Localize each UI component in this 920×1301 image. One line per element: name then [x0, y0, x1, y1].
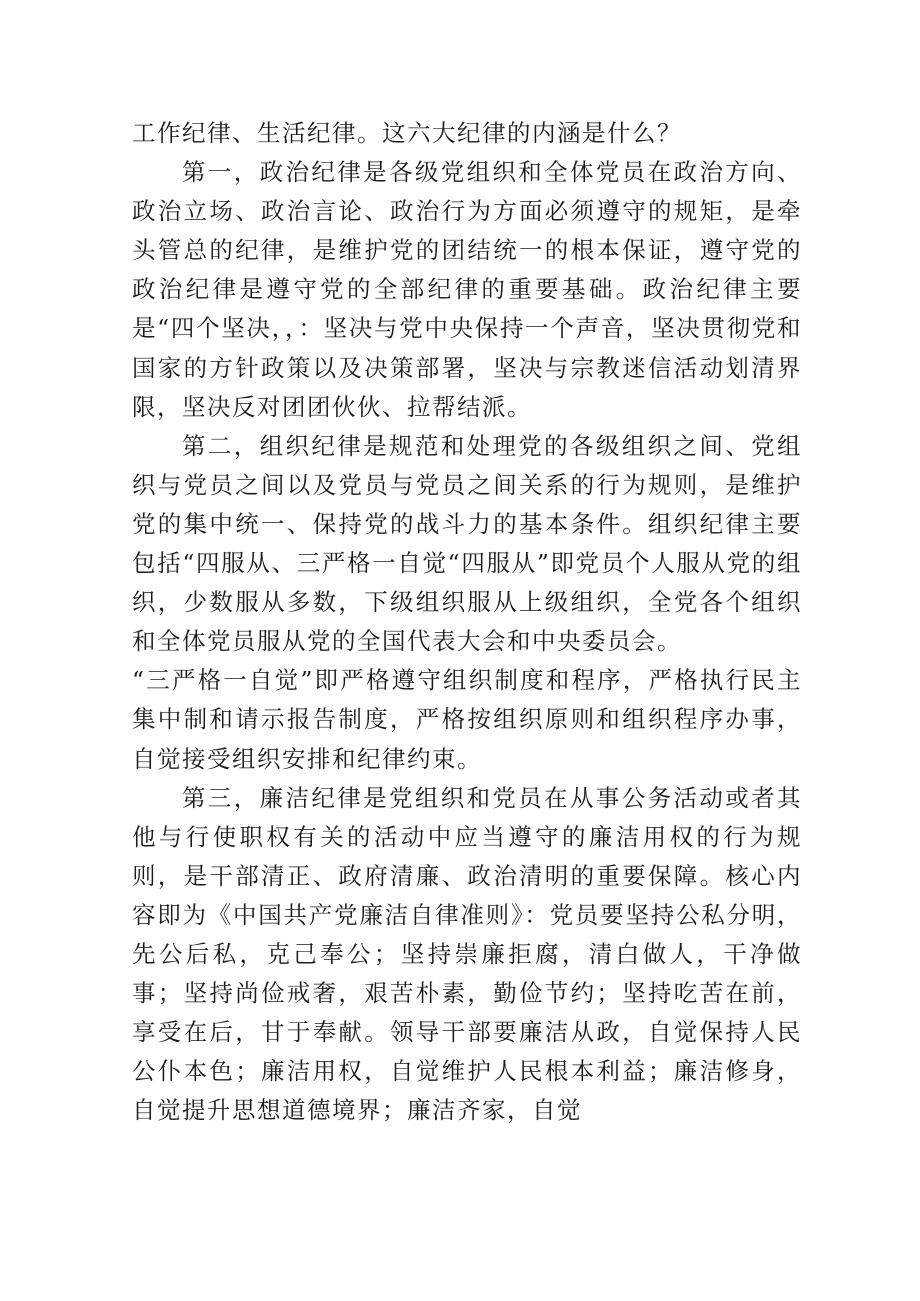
- paragraph-political-discipline: 第一，政治纪律是各级党组织和全体党员在政治方向、政治立场、政治言论、政治行为方面必须遵守的规矩，是牵头管总的纪律，是维护党的团结统一的根本保证，遵守党的政治纪律是遵守党的全部纪律的重要基础。政治纪律主要是“四个坚决，，：坚决与党中央保持一个声音，坚决贯彻党和国家的方针政策以及决策部署，坚决与宗教迷信活动划清界限，坚决反对团团伙伙、拉帮结派。: [132, 158, 802, 421]
- paragraph-organizational-discipline: 第二，组织纪律是规范和处理党的各级组织之间、党组织与党员之间以及党员与党员之间关系的行为规则，是维护党的集中统一、保持党的战斗力的基本条件。组织纪律主要包括“四服从、三严格一自觉“四服从”即党员个人服从党的组织，少数服从多数，下级组织服从上级组织，全党各个组织和全体党员服从党的全国代表大会和中央委员会。: [132, 431, 802, 656]
- paragraph-integrity-discipline: 第三，廉洁纪律是党组织和党员在从事公务活动或者其他与行使职权有关的活动中应当遵守的廉洁用权的行为规则，是干部清正、政府清廉、政治清明的重要保障。核心内容即为《中国共产党廉洁自律准则》：党员要坚持公私分明，先公后私，克己奉公；坚持崇廉拒腐，清白做人，干净做事；坚持尚俭戒奢，艰苦朴素，勤俭节约；坚持吃苦在前，享受在后，甘于奉献。领导干部要廉洁从政，自觉保持人民公仆本色；廉洁用权，自觉维护人民根本利益；廉洁修身，自觉提升思想道德境界；廉洁齐家，自觉: [132, 783, 802, 1125]
- paragraph-three-strict-one-conscious: “三严格一自觉”即严格遵守组织制度和程序，严格执行民主集中制和请示报告制度，严格按组织原则和组织程序办事，自觉接受组织安排和纪律约束。: [132, 666, 802, 773]
- paragraph-intro-continuation: 工作纪律、生活纪律。这六大纪律的内涵是什么？: [132, 119, 682, 147]
- document-body: [132, 114, 802, 1130]
